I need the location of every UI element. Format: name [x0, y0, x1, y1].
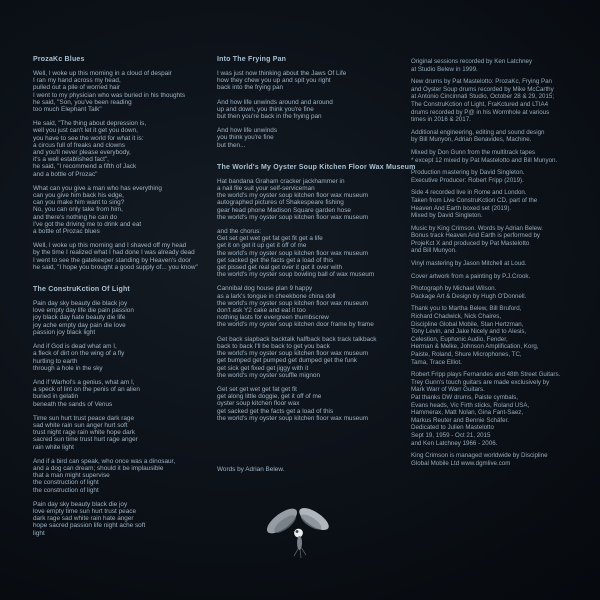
- text-line: Side 4 recorded live in Rome and London.: [411, 189, 527, 197]
- text-line: sad white rain sun anger hurt soft: [33, 421, 128, 429]
- text-line: * except 12 mixed by Pat Mastelotto and Bill Munyon.: [411, 156, 558, 164]
- text-line: how they chew you up and spit you right: [217, 77, 331, 85]
- text-line: but then you're back in the frying pan: [217, 113, 322, 121]
- text-line: the world's my oyster soup kitchen door frame by frame: [217, 321, 374, 329]
- text-line: and there's nothing he can do: [33, 213, 118, 221]
- text-line: gear head phone Madison Square garden hose: [217, 206, 351, 214]
- text-line: Discipline Global Mobile, Stan Hertzman,: [411, 320, 524, 328]
- text-line: the world's my oyster soup kitchen floor wax museum: [217, 249, 369, 257]
- text-line: I went to my physician who was buried in his thoughts: [33, 91, 186, 99]
- text-line: by Bill Munyon, Adrian Benavides, Machine.: [411, 136, 532, 144]
- stanza: [411, 129, 583, 144]
- song-title: Into The Frying Pan: [217, 56, 287, 63]
- text-line: Mixed by Don Gunn from the multitrack tapes: [411, 148, 536, 156]
- text-line: hurtling to earth: [33, 357, 78, 365]
- lyrics-column-2: [217, 56, 416, 473]
- stanza: [33, 300, 215, 336]
- text-line: by the time I realized what I had done I was already dead: [33, 249, 195, 257]
- stanza: [33, 501, 215, 537]
- text-line: he said, "I recommend a fifth of Jack: [33, 163, 137, 171]
- text-line: Tony Levin, and Jake Nicely and to Alesis,: [411, 328, 527, 336]
- stanza: [411, 452, 583, 467]
- text-line: Hat bandana Graham cracker jackhammer in: [217, 177, 345, 185]
- text-line: The ConstruKction of Light, FraKctured and LTIA4: [411, 100, 549, 108]
- song-lyrics: [33, 300, 215, 537]
- text-line: as a lark's tongue in cheekbone china doll: [217, 292, 336, 300]
- text-line: oyster soup kitchen floor wax: [217, 400, 300, 408]
- text-line: Well, I woke up this morning in a cloud of despair: [33, 70, 172, 77]
- text-line: And if God is dead what am I,: [33, 343, 117, 351]
- stanza: [33, 120, 215, 178]
- text-line: the world's my oyster souffle mignon: [217, 371, 321, 379]
- stanza: [411, 225, 583, 255]
- text-line: trust night rage rain white hope dark: [33, 429, 135, 437]
- text-line: Production mastering by David Singleton.: [411, 169, 525, 177]
- text-line: Taken from Live ConstruKction CD, part of the: [411, 196, 538, 204]
- text-line: Celestion, Euphonic Audio, Fender,: [411, 335, 508, 343]
- text-line: drums recorded by P@ in his Wormhole at various: [411, 108, 550, 116]
- fly-icon: [257, 500, 341, 564]
- text-line: Well, I woke up this morning and I shaved off my head: [33, 242, 187, 250]
- text-line: a bottle of Prozac blues: [33, 228, 100, 236]
- song-title: ProzaKc Blues: [33, 56, 85, 63]
- stanza: [33, 379, 215, 408]
- stanza: [411, 273, 583, 281]
- text-line: Get back slapback backtalk halfback back track talkback: [217, 335, 377, 343]
- song-lyrics: [217, 178, 405, 422]
- stanza: [33, 343, 215, 372]
- text-line: a speck of lint on the penis of an alien: [33, 386, 140, 394]
- text-line: Original sessions recorded by Ken Latchney: [411, 58, 533, 65]
- text-line: beneath the sands of Venus: [33, 400, 113, 408]
- text-line: Sept 19, 1959 - Oct 21, 2015: [411, 431, 491, 439]
- text-line: He said, "The thing about depression is,: [33, 120, 147, 128]
- text-line: Get set get wet get fat get fit: [217, 385, 297, 393]
- song-title: The ConstruKction Of Light: [33, 286, 130, 294]
- text-line: too much Elephant Talk": [33, 106, 102, 114]
- text-line: the world's my oyster soup kitchen floor wax museum: [217, 350, 369, 358]
- song-oyster-soup: [217, 163, 416, 422]
- text-line: light: [33, 529, 45, 537]
- text-line: the world's my oyster soup bowling ball of wax museum: [217, 271, 375, 279]
- text-line: ProjeKct X and produced by Pat Mastelotto: [411, 239, 530, 247]
- text-line: pulled out a pile of worried hair: [33, 84, 121, 92]
- text-line: and the chorus:: [217, 228, 262, 236]
- text-line: can you give him back his edge,: [33, 192, 124, 200]
- text-line: Vinyl mastering by Jason Mitchell at Loud.: [411, 260, 527, 268]
- stanza: [217, 285, 405, 328]
- text-line: Mark Warr of Warr Guitars.: [411, 386, 485, 394]
- text-line: through a hole in the sky: [33, 364, 103, 372]
- song-construkction-of-light: [33, 286, 215, 537]
- text-line: get bumped get pumped get dumped get the funk: [217, 357, 357, 365]
- text-line: and Ken Latchney 1966 - 2006.: [411, 439, 498, 447]
- song-prozakc-blues: [33, 56, 215, 271]
- text-line: No, you can only take from him,: [33, 206, 123, 214]
- text-line: Herman & Melke, Johnson Amplification, Korg,: [411, 343, 539, 351]
- text-line: I've got the driving me to drink and eat: [33, 220, 142, 228]
- text-line: and a bottle of Prozac": [33, 170, 98, 178]
- text-line: Cover artwork from a painting by P.J.Crook.: [411, 272, 531, 280]
- text-line: back into the frying pan: [217, 84, 284, 92]
- text-line: I was just now thinking about the Jaws Of Life: [217, 70, 347, 77]
- text-line: I went to see the gatekeeper standing by Heaven's door: [33, 256, 191, 264]
- text-line: joy black day hate beauty die life: [33, 314, 126, 322]
- text-line: buried in gelatin: [33, 393, 79, 401]
- text-line: Photograph by Michael Wilson.: [411, 285, 497, 293]
- text-line: Get set get wet get fat get fit get a life: [217, 235, 323, 243]
- stanza: [217, 228, 405, 278]
- lyrics-column-1: [33, 56, 215, 537]
- text-line: Richard Chadwick, Nick Chaires,: [411, 313, 502, 321]
- text-line: joy ache empty day pain die love: [33, 321, 126, 329]
- stanza: [411, 149, 583, 164]
- text-line: And if Warhol's a genius, what am I,: [33, 378, 135, 386]
- stanza: [411, 305, 583, 366]
- stanza: [33, 70, 215, 113]
- text-line: and a dog can dream; should it be implausible: [33, 464, 164, 472]
- text-line: Executive Producer: Robert Fripp (2019).: [411, 176, 524, 184]
- text-line: and you'll never please everybody,: [33, 149, 131, 157]
- stanza: [217, 99, 405, 121]
- stanza: [217, 386, 405, 422]
- text-line: And how life unwinds: [217, 127, 278, 135]
- text-line: you think you're fine: [217, 134, 274, 142]
- text-line: dark rage sad white rain hate anger: [33, 515, 134, 523]
- stanza: [217, 70, 405, 92]
- text-line: back to back I'll be back to get you back: [217, 342, 330, 350]
- text-line: get pissed get real get over it get it over with: [217, 264, 343, 272]
- text-line: King Crimson is managed worldwide by Discipline: [411, 452, 548, 460]
- stanza: [411, 189, 583, 219]
- text-line: times in 2016 & 2017.: [411, 116, 471, 124]
- text-line: you have to see the world for what it is:: [33, 134, 144, 142]
- text-line: Pain day sky beauty die black joy: [33, 300, 128, 308]
- text-line: Trey Gunn's touch guitars are made exclusively by: [411, 378, 550, 386]
- credits-column: [411, 58, 583, 472]
- text-line: hope sacred passion life night ache soft: [33, 522, 146, 530]
- stanza: [33, 415, 215, 451]
- text-line: Robert Fripp plays Fernandes and 48th Street Guitars.: [411, 371, 561, 379]
- text-line: the world's my oyster soup kitchen floor wax museum: [217, 299, 369, 307]
- stanza: [33, 458, 215, 494]
- text-line: New drums by Pat Mastelotto: ProzaKc, Frying Pan: [411, 78, 552, 86]
- text-line: Paiste, Roland, Shure Microphones, TC,: [411, 351, 522, 358]
- stanza: [411, 78, 583, 124]
- song-lyrics: [33, 70, 215, 271]
- text-line: that a man might supervise: [33, 472, 110, 480]
- text-line: don't ask Y2 cake and eat it too: [217, 307, 306, 315]
- text-line: at Studio Belew in 1999.: [411, 65, 478, 73]
- stanza: [411, 260, 583, 268]
- song-into-the-frying-pan: [217, 56, 405, 149]
- text-line: Evans heads, Vic Firth sticks, Roland USA,: [411, 401, 530, 409]
- text-line: autographed pictures of Shakespeare fishing: [217, 199, 344, 207]
- text-line: the construction of light: [33, 486, 99, 494]
- text-line: a nail file suit your self-serviceman: [217, 185, 315, 193]
- text-line: And how life unwinds around and around: [217, 98, 333, 106]
- stanza: [217, 178, 405, 221]
- text-line: at Antonio Cincinnati Studio, October 28 & 29, 2015;: [411, 93, 555, 101]
- text-line: and Bill Munyon.: [411, 247, 457, 255]
- text-line: Pain day sky beauty black die joy: [33, 500, 128, 508]
- stanza: [411, 371, 583, 447]
- text-line: Hammerax, Matt Nolan, Gina Fant-Saez,: [411, 409, 524, 417]
- song-lyrics: [217, 70, 405, 149]
- text-line: the construction of light: [33, 479, 99, 487]
- text-line: I ran my hand across my head,: [33, 77, 121, 85]
- text-line: he said, "I hope you brought a good supply of... you know": [33, 263, 198, 271]
- text-line: Time sun hurt trust peace dark rage: [33, 414, 134, 422]
- text-line: Bonus track Heaven And Earth is performed by: [411, 232, 540, 240]
- song-title: The World's My Oyster Soup Kitchen Floor Wax Museum: [217, 163, 416, 171]
- text-line: get along little doggie, get it off of me: [217, 393, 322, 401]
- text-line: Package Art & Design by Hugh O'Donnell.: [411, 292, 527, 300]
- text-line: the world's my oyster soup kitchen floor wax museum: [217, 213, 369, 221]
- text-line: Markus Reuter and Bennie Schäfer.: [411, 416, 510, 424]
- text-line: Pat thanks DW drums, Paiste cymbals,: [411, 393, 518, 401]
- text-line: a circus full of freaks and clowns: [33, 141, 125, 149]
- text-line: but then...: [217, 141, 246, 149]
- text-line: and Oyster Soup drums recorded by Mike McCarthy: [411, 85, 554, 93]
- text-line: up and down, you think you're fine: [217, 105, 314, 113]
- text-line: sacred sun time trust hurt rage anger: [33, 436, 138, 444]
- text-line: Additional engineering, editing and sound design: [411, 128, 545, 136]
- text-line: Music by King Crimson. Words by Adrian Belew.: [411, 224, 543, 232]
- text-line: love empty day life die pain passion: [33, 307, 134, 315]
- text-line: well you just can't let it get you down,: [33, 127, 138, 135]
- stanza: [217, 336, 405, 379]
- text-line: What can you give a man who has everything: [33, 184, 162, 192]
- text-line: love empty time sun hurt trust peace: [33, 507, 137, 515]
- text-line: And if a bird can speak, who once was a dinosaur,: [33, 457, 176, 465]
- stanza: [411, 58, 583, 73]
- text-line: get sacked get the facts get a load of this: [217, 407, 334, 415]
- text-line: Global Mobile Ltd www.dgmlive.com: [411, 459, 511, 467]
- stanza: [411, 285, 583, 300]
- text-line: the world's my oyster soup kitchen floor wax museum: [217, 192, 369, 200]
- text-line: nothing lasts for evergreen thumbscrew: [217, 314, 329, 322]
- text-line: get sick get fixed get jiggy with it: [217, 364, 309, 372]
- text-line: Cannibal dog house plan 9 happy: [217, 285, 313, 293]
- stanza: [217, 127, 405, 149]
- text-line: rain white light: [33, 443, 74, 451]
- stanza: [33, 242, 215, 271]
- text-line: a fleck of dirt on the wing of a fly: [33, 350, 125, 358]
- text-line: the world's my oyster soup kitchen floor wax museum: [217, 414, 369, 422]
- text-line: Tama, Trace Elliot.: [411, 358, 462, 366]
- credits-paragraphs: [411, 58, 583, 467]
- text-line: Mixed by David Singleton.: [411, 212, 483, 220]
- text-line: Dedicated to Julien Mastelotto: [411, 424, 494, 432]
- stanza: [411, 169, 583, 184]
- text-line: passion joy black light: [33, 328, 96, 336]
- text-line: get it on get it up get it off of me: [217, 242, 307, 250]
- text-line: he said, "Son, you've been reading: [33, 98, 132, 106]
- text-line: Heaven And Earth boxed set (2019).: [411, 204, 512, 212]
- text-line: Thank you to Martha Belew, Bill Bruford,: [411, 305, 522, 313]
- stanza: [33, 185, 215, 235]
- text-line: can you make him want to sing?: [33, 199, 125, 207]
- text-line: get sacked get the facts get a load of this: [217, 256, 334, 264]
- words-credit: Words by Adrian Belew.: [217, 465, 285, 473]
- text-line: it's a well established fact",: [33, 156, 109, 164]
